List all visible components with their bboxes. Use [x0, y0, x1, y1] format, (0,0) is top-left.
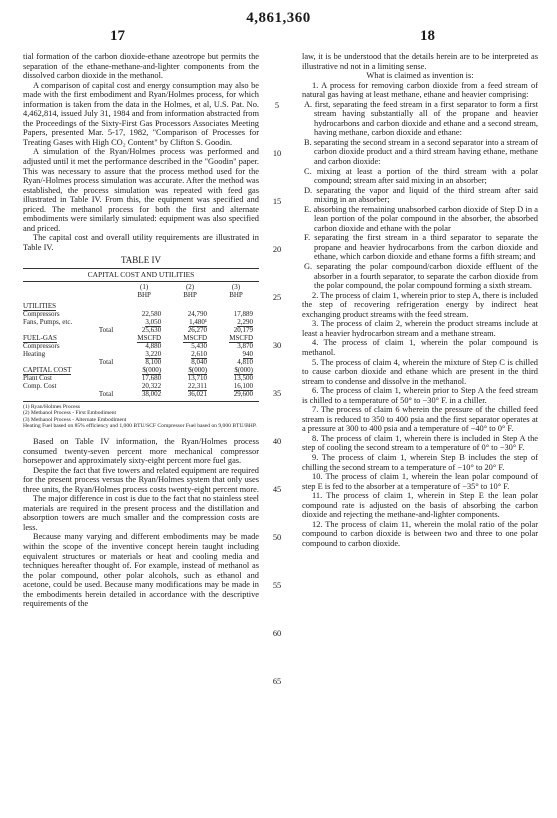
row-label: Total	[98, 325, 114, 334]
table-cell: 26,270	[187, 325, 208, 334]
line-number: 55	[272, 581, 282, 590]
line-number: 45	[272, 485, 282, 494]
claim-4: 4. The process of claim 1, wherein the polar compound is methanol.	[302, 338, 538, 357]
table-cell: 5,430	[191, 341, 208, 350]
paragraph: law, it is be understood that the details herein are to be interpreted as illustrative nd not in a limiting sense.	[302, 52, 538, 71]
table-cell: 22,311	[188, 381, 208, 390]
claim-step-a: A. first, separating the feed stream in a first separator to form a first stream having substantially all of the propane and heavier hydrocarbons and carbon dioxide and ethane and a second stream, having methane, carbon dioxide and ethane:	[304, 99, 538, 138]
table-cell: 8,040	[191, 357, 208, 366]
table-cell: 8,100	[145, 357, 162, 366]
paragraph: Because many varying and different embodiments may be made within the scope of the inventive concept herein taught including equivalent structures or materials or heat and cooling media and techniques hereafter thought of. For example, instead of methanol as the polar compound, other polar alcohols, such as ethanol and acetone, could be used. Because many modifications may be made in the embodiments herein detailed in accordance with the descriptive requirements of the	[23, 532, 259, 609]
table-cell: 3,050	[145, 317, 162, 326]
line-number: 20	[272, 245, 282, 254]
table-cell: 13,710	[187, 373, 208, 382]
table-note: (2) Methanol Process - First Embodiment	[23, 410, 117, 417]
table-cell: 13,500	[233, 373, 253, 382]
table-cell: 4,810	[237, 357, 253, 366]
claim-step-d: D. separating the vapor and liquid of the third stream after said mixing in an absorber;	[304, 185, 538, 205]
paragraph: tial formation of the carbon dioxide-ethane azeotrope but permits the separation of the ethane-methane-and-lighter components from the dissolved carbon dioxide in the methanol.	[23, 52, 259, 81]
claim-8: 8. The process of claim 1, wherein there is included in Step A the step of cooling the second stream to a temperature of 0° to −30° F.	[302, 433, 538, 453]
claim-3: 3. The process of claim 2, wherein the product streams include at least a heavier hydrocarbon stream and a methane stream.	[302, 319, 538, 338]
left-column	[23, 52, 259, 609]
claim-12: 12. The process of claim 11, wherein the molal ratio of the polar compound to carbon dioxide is between two and three to one polar compound to carbon dioxide.	[302, 519, 538, 548]
col-header: (1)	[140, 282, 149, 291]
table-cell: 38,002	[141, 389, 162, 398]
claim-1: 1. A process for removing carbon dioxide from a feed stream of natural gas having at least methane, ethane and heavier comprising:	[302, 80, 538, 100]
table-cell: 20,322	[141, 381, 162, 390]
table-cell: $(000)	[142, 365, 162, 374]
cost-table	[23, 283, 259, 398]
table-notes	[23, 401, 259, 430]
section-label: CAPITAL COST	[23, 365, 72, 374]
line-number: 15	[272, 197, 282, 206]
table-cell: 4,880	[145, 341, 162, 350]
right-column	[302, 52, 538, 548]
claim-2: 2. The process of claim 1, wherein prior to step A, there is included the step of recovering refrigeration energy by indirect heat exchanging product streams with the feed stream.	[302, 290, 538, 319]
table-note: (3) Methanol Process - Alternate Embodiment	[23, 416, 127, 423]
table-cell: MSCFD	[137, 333, 162, 342]
patent-number: 4,861,360	[246, 10, 311, 26]
paragraph: A simulation of the Ryan/Holmes process was performed and adjusted until it met the performance described in the "Goodin" paper. This was necessary to assure that the process method used for the Ryan/-Holmes process simulation was accurate. After the method was established, the process simulation was repeated with feed gas illustrated in Table IV. From this, the equipment was specified and priced. The methanol process for both the first and alternate embodiments were similarly simulated: equipment was also specified and priced.	[23, 147, 259, 233]
claims-heading: What is claimed as invention is:	[366, 71, 474, 81]
table-note: Heating Fuel based on 85% efficiency and 1,000 BTU/SCF Compressor Fuel based on 9,000 BTU/BHP.	[23, 423, 257, 430]
table-cell: 36,021	[187, 389, 208, 398]
line-number: 65	[272, 677, 282, 686]
table-cell: $(000)	[234, 365, 253, 374]
claim-9: 9. The process of claim 1, wherein Step B includes the step of chilling the second stream to a temperature of −10° to 20° F.	[302, 452, 538, 472]
claim-11: 11. The process of claim 1, wherein in Step E the lean polar compound rate is adjusted on the basis of absorbing the carbon dioxide and rejecting the methane-and-lighter components.	[302, 491, 538, 520]
table-cell: 25,630	[141, 325, 162, 334]
line-number: 40	[272, 437, 282, 446]
table-cell: 24,790	[187, 309, 208, 318]
right-page-number: 18	[420, 28, 435, 44]
line-number: 5	[274, 101, 280, 110]
table-title: TABLE IV	[120, 255, 162, 266]
col-unit: BHP	[137, 290, 151, 299]
line-number: 30	[272, 341, 282, 350]
col-header: (2)	[185, 282, 195, 291]
table-cell: 940	[242, 349, 253, 358]
claim-step-f: F. separating the first stream in a third separator to separate the propane and heavier hydrocarbons from the carbon dioxide and ethane, which carbon dioxide and ethane forms a fifth stream; and	[304, 233, 538, 262]
table-cell: MSCFD	[183, 333, 208, 342]
table-cell: 2,610	[191, 349, 208, 358]
table-cell: 3,220	[145, 349, 162, 358]
left-page-number: 17	[110, 28, 125, 44]
claim-5: 5. The process of claim 4, wherein the mixture of Step C is chilled to cause carbon dioxide and ethane which are present in the third stream to condense and dissolve in the methanol.	[302, 357, 538, 386]
table-cell: 1,480¹	[189, 317, 208, 326]
table-cell: 29,600	[233, 389, 253, 398]
paragraph: The major difference in cost is due to the fact that no stainless steel materials are required in the present process and the distillation and absorption towers are much smaller and the compression costs are less.	[23, 494, 259, 532]
line-number: 50	[272, 533, 282, 542]
table-cell: $(000)	[188, 365, 208, 374]
table-cell: 17,680	[141, 373, 162, 382]
claim-10: 10. The process of claim 1, wherein the lean polar compound of step E is fed to the absorber at a temperature of −35° to 10° F.	[302, 472, 538, 491]
claim-step-g: G. separating the polar compound/carbon dioxide effluent of the absorber in a fourth separator, to separate the carbon dioxide from the polar compound, the polar compound forming a sixth stream.	[304, 262, 538, 291]
claim-6: 6. The process of claim 1, wherein prior to Step A the feed stream is chilled to a temperature of 50° to −30° F. in a chiller.	[302, 386, 538, 405]
line-number: 60	[272, 629, 282, 638]
section-label: UTILITIES	[23, 301, 57, 310]
paragraph: The capital cost and overall utility requirements are illustrated in Table IV.	[23, 233, 259, 252]
line-number: 25	[272, 293, 282, 302]
line-number: 35	[272, 389, 282, 398]
paragraph: Despite the fact that five towers and related equipment are required for the present process versus the Ryan/Holmes system that only uses three units, the Ryan/Holmes process costs twenty-eight percent more.	[23, 465, 259, 494]
table-cell: 2,290	[237, 317, 253, 326]
table-cell: 3,870	[237, 341, 253, 350]
paragraph: A comparison of capital cost and energy consumption may also be made with the first embodiment and Ryan/Holmes process, for which information is taken from the data in the Holmes, et al, U.S. Pat. No. 4,462,814, issued July 31, 1984 and from information abstracted from the Proceedings of the Sixty-First Gas Processors Associates Meeting Papers, presented Mar. 5-17, 1982, "Comparison of Processes for Treating Gases with High CO₂ Content" by Clifton S. Goodin.	[23, 80, 259, 147]
table-cell: 22,580	[141, 309, 162, 318]
table-cell: 17,889	[233, 309, 253, 318]
row-label: Compressors	[23, 341, 60, 350]
table-note: (1) Ryan/Holmes Process	[23, 403, 80, 410]
row-label: Total	[98, 389, 114, 398]
paragraph: Based on Table IV information, the Ryan/Holmes process consumed twenty-seven percent more mechanical compressor horsepower and approximately sixty-eight percent more fuel gas.	[23, 436, 259, 466]
line-number: 10	[272, 149, 282, 158]
claim-step-c: C. mixing at least a portion of the third stream with a polar compound; stream after said mixing in an absorber;	[304, 166, 538, 186]
section-label: FUEL-GAS	[23, 333, 57, 342]
row-label: Fans, Pumps, etc.	[23, 317, 73, 326]
row-label: Plant Cost	[23, 373, 52, 382]
row-label: Heating	[23, 349, 46, 358]
table-cell: 20,179	[233, 325, 253, 334]
col-unit: BHP	[183, 290, 197, 299]
col-header: (3)	[231, 282, 241, 291]
claim-step-b: B. separating the second stream in a second separator into a stream of carbon dioxide product and a third stream having ethane, methane and carbon dioxide:	[304, 137, 538, 167]
claim-step-e: E. absorbing the remaining unabsorbed carbon dioxide of Step D in a lean portion of the polar compound in the absorber, the absorbed carbon dioxide and ethane with the polar	[304, 204, 538, 233]
row-label: Total	[98, 357, 114, 366]
table-cell: 16,100	[233, 381, 253, 390]
row-label: Compressors	[23, 309, 60, 318]
table-subtitle: CAPITAL COST AND UTILITIES	[23, 268, 259, 282]
row-label: Comp. Cost	[23, 381, 57, 390]
table-cell: MSCFD	[229, 333, 253, 342]
col-unit: BHP	[229, 290, 243, 299]
claim-7: 7. The process of claim 6 wherein the pressure of the chilled feed stream is reduced to 350 to 400 psia and the first separator operates at a pressure at 300 to 400 psia and a temperature of −40° to 0° F.	[302, 405, 538, 434]
